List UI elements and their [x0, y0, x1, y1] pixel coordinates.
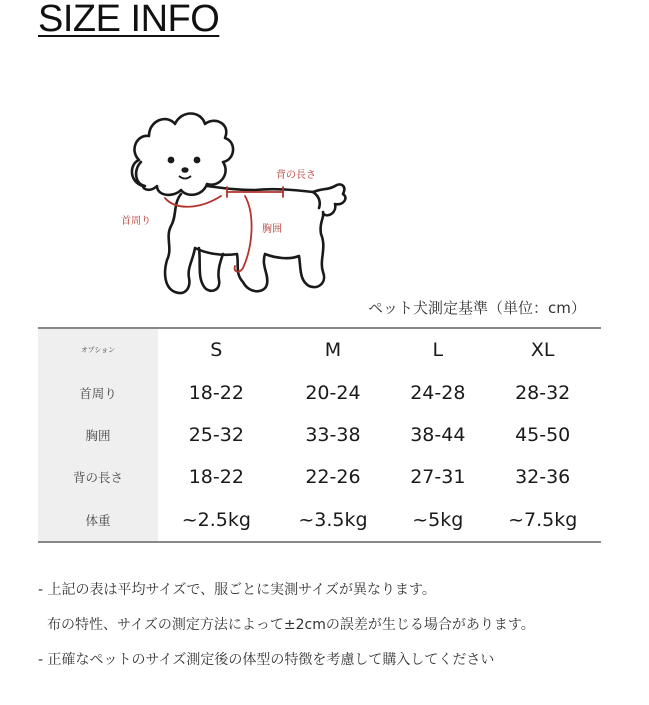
table-cell: ~7.5kg — [508, 508, 578, 531]
note-average-size: - 上記の表は平均サイズで、服ごとに実測サイズが異なります。 — [38, 582, 436, 598]
note-measure-before-purchase: - 正確なペットのサイズ測定後の体型の特徴を考慮して購入してください — [38, 652, 495, 668]
note-fabric-error: 布の特性、サイズの測定方法によって±2cmの誤差が生じる場合があります。 — [47, 617, 535, 633]
table-row — [38, 456, 601, 498]
table-cell: 38-44 — [410, 423, 466, 446]
neck-measure-line — [165, 196, 221, 207]
dog-mouth — [179, 176, 191, 179]
table-cell: 27-31 — [410, 466, 466, 489]
option-header: オプション — [38, 328, 158, 371]
dog-illustration — [115, 98, 355, 308]
table-header-row — [38, 328, 601, 371]
dog-tail — [313, 192, 320, 208]
dog-nose — [181, 167, 188, 173]
table-cell: ~3.5kg — [298, 508, 368, 531]
table-cell: 20-24 — [305, 381, 361, 404]
table-cell: 18-22 — [188, 466, 244, 489]
table-row — [38, 414, 601, 456]
size-header-m: M — [324, 339, 342, 362]
dog-eye-left — [168, 157, 175, 164]
table-row — [38, 499, 601, 542]
row-label: 首周り — [38, 371, 158, 413]
size-table — [38, 327, 601, 543]
table-cell: 33-38 — [305, 423, 361, 446]
table-cell: 18-22 — [188, 381, 244, 404]
table-cell: 45-50 — [515, 423, 571, 446]
size-header-xl: XL — [530, 339, 555, 362]
measurement-standard: ペット犬測定基準（単位：cm） — [368, 299, 586, 317]
table-cell: 25-32 — [188, 423, 244, 446]
page-title: SIZE INFO — [38, 0, 220, 40]
dog-eye-right — [194, 157, 201, 164]
table-cell: 22-26 — [305, 466, 361, 489]
table-row — [38, 371, 601, 413]
size-header-s: S — [210, 339, 223, 362]
chest-label: 胸囲 — [262, 224, 282, 235]
table-cell: 28-32 — [515, 381, 571, 404]
dog-head-outline — [132, 114, 233, 195]
dog-ear — [136, 162, 145, 186]
table-cell: ~5kg — [412, 508, 464, 531]
table-cell: 24-28 — [410, 381, 466, 404]
back-length-label: 背の長さ — [276, 170, 316, 181]
dog-legs — [165, 194, 324, 293]
row-label: 胸囲 — [38, 414, 158, 456]
neck-label: 首周り — [121, 216, 151, 227]
row-label: 背の長さ — [38, 456, 158, 498]
table-cell: 32-36 — [515, 466, 571, 489]
row-label: 体重 — [38, 499, 158, 542]
table-cell: ~2.5kg — [181, 508, 251, 531]
size-header-l: L — [432, 339, 444, 362]
